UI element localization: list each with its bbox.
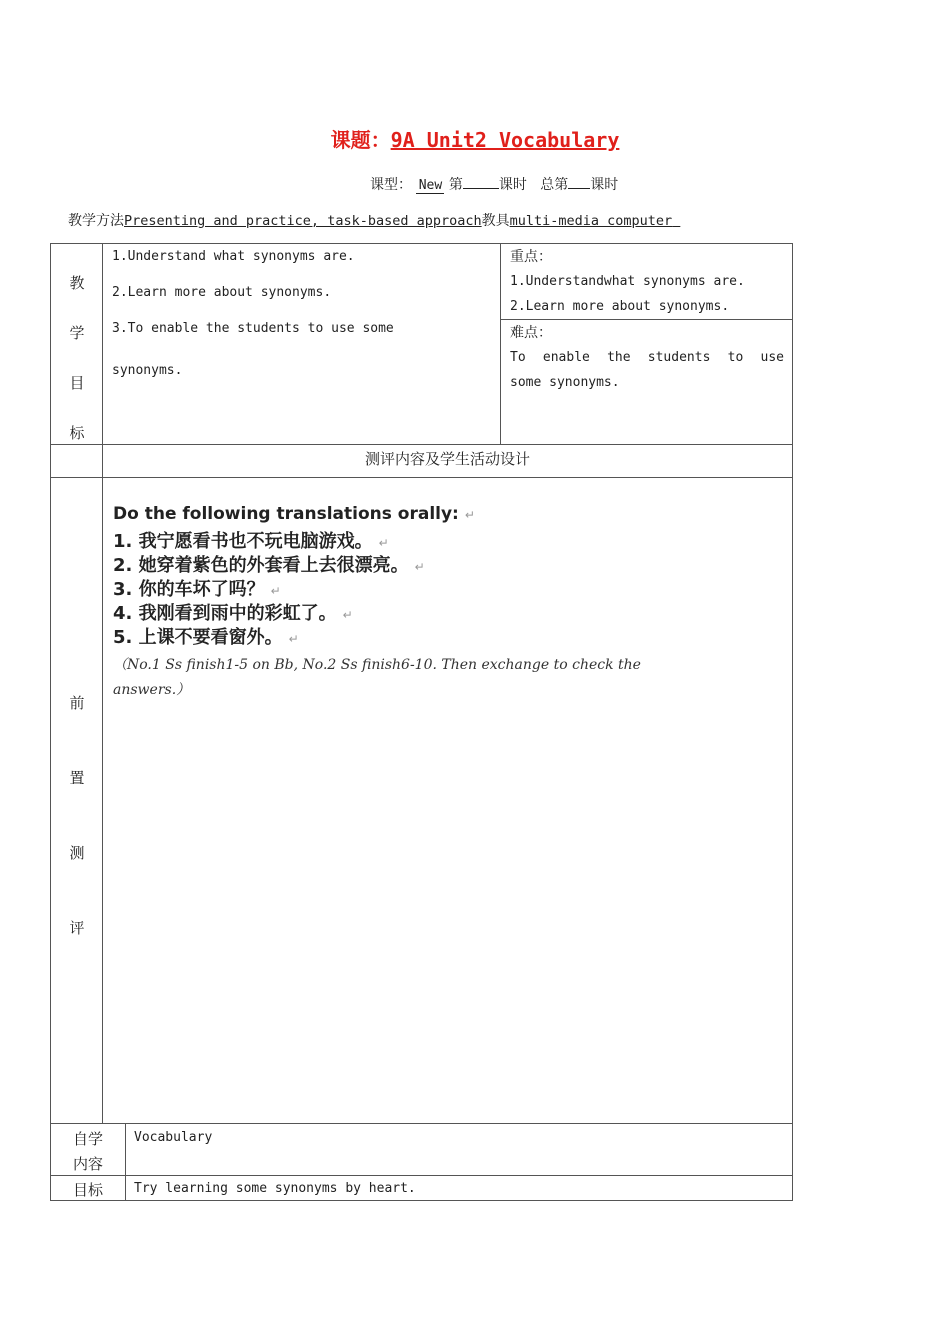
difficulties-line-2: some synonyms.: [510, 375, 620, 390]
objectives-side-char-3: 目: [69, 374, 85, 392]
total-unit-label: 课时: [590, 177, 619, 193]
title-prefix: 课题：: [330, 128, 391, 152]
objective-item: synonyms.: [112, 363, 183, 378]
self-study-label-2: 内容: [72, 1155, 103, 1173]
self-study-value: Vocabulary: [134, 1130, 213, 1145]
title-main: 9A Unit2 Vocabulary: [390, 128, 620, 152]
lesson-unit-label: 课时: [498, 177, 527, 193]
activity-header: 测评内容及学生活动设计: [364, 450, 530, 468]
difficulties-line-1: To enable the students to use: [510, 350, 784, 365]
total-lesson-blank: [568, 188, 590, 189]
pretest-note-line-2: answers.）: [113, 682, 191, 698]
goal-value: Try learning some synonyms by heart.: [134, 1181, 416, 1196]
objectives-side-char-1: 教: [69, 274, 85, 292]
objective-item: 3.To enable the students to use some: [112, 321, 394, 336]
tools-value: multi-media computer: [509, 213, 673, 229]
total-lesson-label: 总第: [540, 177, 569, 193]
method-label: 教学方法: [68, 213, 124, 229]
goal-label: 目标: [72, 1181, 103, 1199]
objective-item: 2.Learn more about synonyms.: [112, 285, 332, 300]
translation-item: 2. 她穿着紫色的外套看上去很漂亮。 ↵: [113, 555, 425, 576]
pretest-heading: Do the following translations orally: ↵: [113, 504, 475, 524]
self-study-label-1: 自学: [72, 1130, 103, 1148]
translation-item: 4. 我刚看到雨中的彩虹了。 ↵: [113, 603, 353, 624]
lesson-type-value: New: [416, 178, 444, 194]
objectives-side-char-4: 标: [69, 424, 85, 442]
key-point-item: 1.Understandwhat synonyms are.: [510, 274, 745, 289]
pretest-side-char-2: 置: [69, 769, 85, 787]
pretest-side-char-4: 评: [69, 919, 85, 937]
key-points-label: 重点：: [510, 249, 552, 265]
translation-item: 3. 你的车坏了吗？ ↵: [113, 579, 281, 600]
difficulties-label: 难点：: [510, 325, 552, 341]
teaching-method-line: [68, 210, 680, 230]
pretest-side-char-1: 前: [69, 694, 85, 712]
lesson-type-line: [370, 174, 618, 194]
page-title: [0, 124, 950, 153]
objectives-side-char-2: 学: [69, 324, 85, 342]
method-value: Presenting and practice, task-based approach: [124, 213, 482, 229]
tools-label: 教具: [481, 213, 510, 229]
pretest-note-line-1: （No.1 Ss finish1-5 on Bb, No.2 Ss finish6-10. Then exchange to check the: [113, 657, 641, 673]
key-point-item: 2.Learn more about synonyms.: [510, 299, 730, 314]
translation-item: 1. 我宁愿看书也不玩电脑游戏。 ↵: [113, 531, 389, 552]
pretest-side-char-3: 测: [69, 844, 85, 862]
lesson-type-label: 课型：: [370, 177, 412, 193]
translation-item: 5. 上课不要看窗外。 ↵: [113, 627, 299, 648]
objective-item: 1.Understand what synonyms are.: [112, 249, 355, 264]
lesson-number-blank: [463, 188, 499, 189]
lesson-number-label: 第: [448, 177, 463, 193]
